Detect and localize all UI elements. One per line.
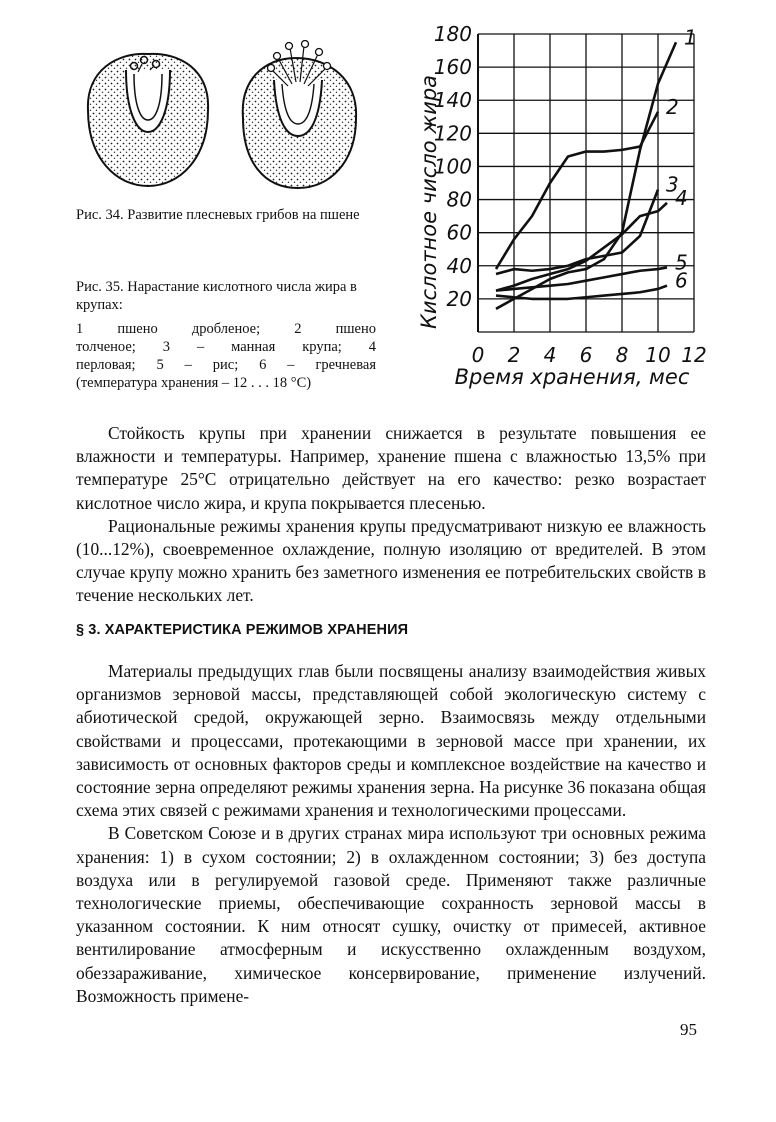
body-text-1 [76, 422, 706, 608]
series-line-4 [496, 203, 667, 291]
paragraph: Стойкость крупы при хранении снижается в результате повышения ее влажности и температуры. Например, хранение пшена с влажностью 13,5% при температуре 25°С отрицательно действует на его качество: резко возрастает кислотное число жира, и крупа покрывается плесенью. [76, 423, 706, 513]
x-tick-label: 2 [507, 343, 521, 367]
mold-on-millet-illustration [68, 40, 376, 190]
section-heading: § 3. ХАРАКТЕРИСТИКА РЕЖИМОВ ХРАНЕНИЯ [76, 622, 409, 638]
legend-line: (температура хранения – 12 . . . 18 °С) [76, 375, 312, 391]
y-tick-label: 160 [433, 55, 472, 80]
series-line-2 [496, 112, 658, 269]
acid-number-chart [412, 22, 712, 398]
x-tick-label: 6 [579, 343, 593, 367]
x-tick-label: 8 [615, 343, 629, 367]
y-tick-label: 120 [433, 121, 472, 146]
figure-35-legend [76, 320, 376, 392]
grain-right [243, 41, 356, 189]
y-tick-label: 180 [433, 22, 472, 46]
body-text-2 [76, 660, 706, 1008]
y-tick-label: 80 [446, 187, 472, 212]
paragraph: В Советском Союзе и в других странах мира используют три основных режима хранения: 1) в сухом состоянии; 2) в охлажденном состоянии; 3) без доступа воздуха или в регулируемой газовой среде. Применяют также различные технологические приемы, обеспечивающие сохранность зерновой массы в указанном состоянии. К ним относят сушку, очистку от примесей, активное вентилирование атмосферным и искусственно охлажденным воздухом, обеззараживание, химическое консервирование, применение излучений. Возможность примене- [76, 823, 706, 1006]
figure-35-caption: Рис. 35. Нарастание кислотного числа жира в крупах: [76, 279, 357, 313]
legend-line: толченое; 3 – манная крупа; 4 [76, 339, 376, 355]
series-label: 2 [666, 94, 679, 119]
paragraph: Материалы предыдущих глав были посвящены анализу взаимодействия живых организмов зерновой массы, представляющей собой экологическую систему с абиотической средой, окружающей зерно. Взаимосвязь между отдельными свойствами и процессами, протекающими в зерновой массе при хранении, их зависимость от основных факторов среды и комплексное воздействие на качество и состояние зерна определяют режимы хранения зерна. На рисунке 36 показана общая схема этих связей с режимами хранения и технологическими процессами. [76, 661, 706, 821]
x-tick-label: 0 [471, 343, 485, 367]
grain-left [88, 54, 208, 186]
legend-line: 1 пшено дробленое; 2 пшено [76, 321, 376, 337]
figure-34-caption: Рис. 34. Развитие плесневых грибов на пшене [76, 207, 360, 223]
y-tick-label: 60 [446, 220, 472, 245]
y-tick-label: 140 [433, 88, 472, 113]
page-number: 95 [680, 1020, 697, 1039]
series-label: 1 [684, 25, 697, 50]
series-label: 5 [675, 250, 688, 275]
y-tick-label: 20 [446, 286, 472, 311]
chart-x-axis-label: Время хранения, мес [454, 365, 690, 389]
chart-y-axis-label: Кислотное число жира [417, 74, 441, 330]
paragraph: Рациональные режимы хранения крупы предусматривают низкую ее влажность (10...12%), своевременное охлаждение, полную изоляцию от вредителей. В этом случае крупу можно хранить без заметного изменения ее потребительских свойств в течение нескольких лет. [76, 515, 706, 606]
series-label: 4 [675, 185, 688, 210]
x-tick-label: 10 [645, 343, 671, 367]
x-tick-label: 4 [543, 343, 557, 367]
series-label: 6 [675, 268, 688, 293]
y-tick-label: 100 [433, 154, 472, 179]
legend-line: перловая; 5 – рис; 6 – гречневая [76, 357, 376, 373]
y-tick-label: 40 [446, 253, 472, 278]
x-tick-label: 12 [681, 343, 707, 367]
series-label: 3 [666, 172, 679, 197]
